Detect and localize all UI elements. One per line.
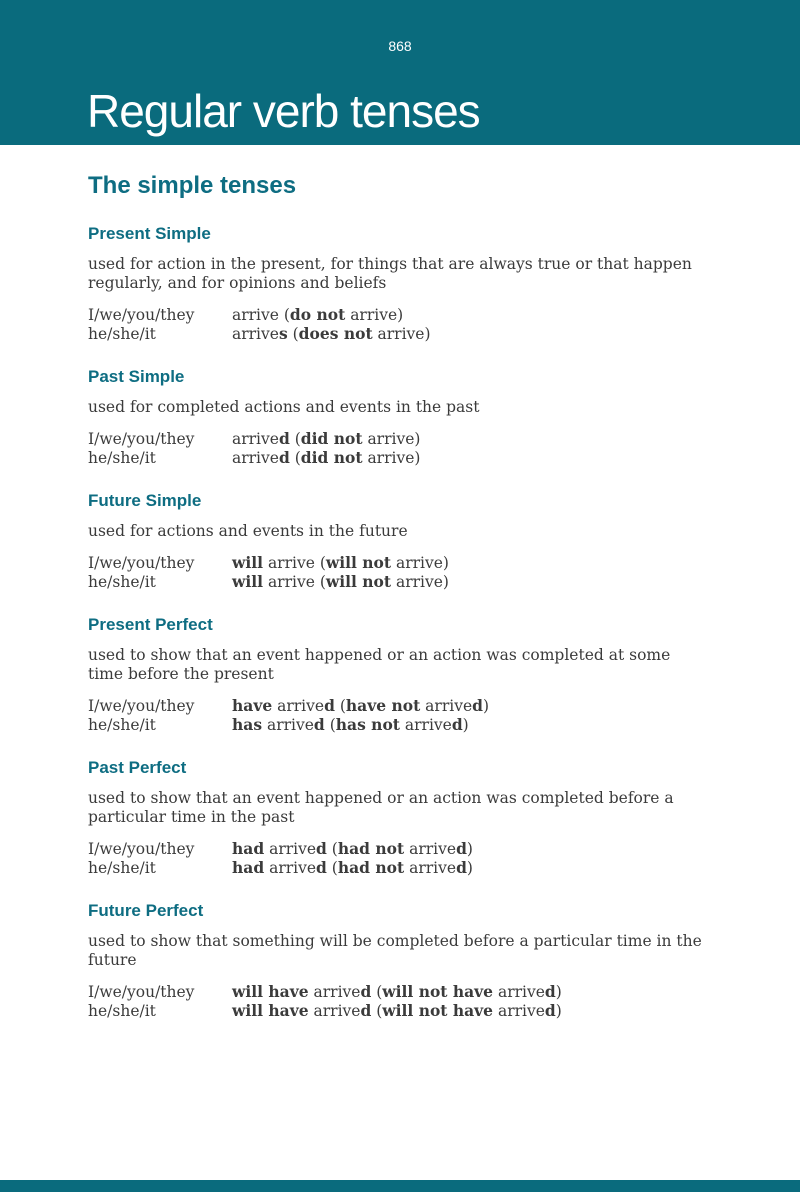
verb-form: had arrived (had not arrived) bbox=[232, 839, 473, 858]
verb-form: will have arrived (will not have arrived) bbox=[232, 1000, 562, 1020]
conjugation-table bbox=[88, 306, 716, 343]
subject-pronouns: I/we/you/they bbox=[88, 697, 195, 715]
subject-pronouns: he/she/it bbox=[88, 324, 156, 343]
verb-form: will have arrived (will not have arrived) bbox=[232, 982, 562, 1001]
tense-heading: Present Simple bbox=[88, 224, 211, 243]
conjugation-row bbox=[88, 325, 716, 344]
verb-form: has arrived (has not arrived) bbox=[232, 714, 469, 734]
conjugation-row bbox=[88, 449, 716, 468]
subject-pronouns: I/we/you/they bbox=[88, 554, 195, 572]
conjugation-row bbox=[88, 983, 716, 1002]
conjugation-row bbox=[88, 697, 716, 716]
tense-heading: Past Simple bbox=[88, 367, 185, 386]
conjugation-table bbox=[88, 430, 716, 467]
conjugation-row bbox=[88, 430, 716, 449]
tense-list bbox=[88, 224, 716, 1020]
subject-pronouns: I/we/you/they bbox=[88, 430, 195, 448]
verb-form: arrived (did not arrive) bbox=[232, 429, 421, 448]
subject-pronouns: he/she/it bbox=[88, 572, 156, 591]
tense-description: used to show that an event happened or an action was completed before a particular time in the past bbox=[88, 789, 674, 826]
page-number: 868 bbox=[388, 38, 412, 54]
verb-form: arrives (does not arrive) bbox=[232, 323, 431, 343]
conjugation-table bbox=[88, 983, 716, 1020]
tense-heading: Present Perfect bbox=[88, 615, 213, 634]
conjugation-table bbox=[88, 554, 716, 591]
conjugation-row bbox=[88, 554, 716, 573]
page-footer-band bbox=[0, 1180, 800, 1192]
verb-form: will arrive (will not arrive) bbox=[232, 553, 449, 572]
conjugation-table bbox=[88, 697, 716, 734]
conjugation-row bbox=[88, 859, 716, 878]
subject-pronouns: I/we/you/they bbox=[88, 840, 195, 858]
page-title: Regular verb tenses bbox=[87, 85, 480, 137]
tense-heading: Past Perfect bbox=[88, 758, 187, 777]
conjugation-row bbox=[88, 716, 716, 735]
tense-description: used for actions and events in the future bbox=[88, 522, 408, 540]
tense-section bbox=[88, 901, 716, 1020]
tense-section bbox=[88, 615, 716, 734]
verb-form: had arrived (had not arrived) bbox=[232, 857, 473, 877]
tense-section bbox=[88, 224, 716, 343]
conjugation-table bbox=[88, 840, 716, 877]
subject-pronouns: he/she/it bbox=[88, 448, 156, 467]
conjugation-row bbox=[88, 1002, 716, 1021]
conjugation-row bbox=[88, 306, 716, 325]
page-content bbox=[88, 0, 716, 1020]
subject-pronouns: he/she/it bbox=[88, 858, 156, 877]
verb-form: arrived (did not arrive) bbox=[232, 447, 421, 467]
tense-heading: Future Simple bbox=[88, 491, 202, 510]
tense-description: used to show that something will be completed before a particular time in the future bbox=[88, 932, 702, 969]
subject-pronouns: I/we/you/they bbox=[88, 983, 195, 1001]
tense-section bbox=[88, 367, 716, 467]
subject-pronouns: I/we/you/they bbox=[88, 306, 195, 324]
tense-description: used to show that an event happened or an action was completed at some time before the present bbox=[88, 646, 671, 683]
conjugation-row bbox=[88, 840, 716, 859]
verb-form: will arrive (will not arrive) bbox=[232, 571, 449, 591]
verb-form: have arrived (have not arrived) bbox=[232, 696, 490, 715]
tense-heading: Future Perfect bbox=[88, 901, 204, 920]
subject-pronouns: he/she/it bbox=[88, 715, 156, 734]
conjugation-row bbox=[88, 573, 716, 592]
tense-section bbox=[88, 758, 716, 877]
tense-section bbox=[88, 491, 716, 591]
section-title: The simple tenses bbox=[88, 172, 297, 199]
subject-pronouns: he/she/it bbox=[88, 1001, 156, 1020]
verb-form: arrive (do not arrive) bbox=[232, 305, 404, 324]
tense-description: used for action in the present, for things that are always true or that happen regularly, and for opinions and beliefs bbox=[88, 255, 692, 292]
tense-description: used for completed actions and events in the past bbox=[88, 398, 480, 416]
